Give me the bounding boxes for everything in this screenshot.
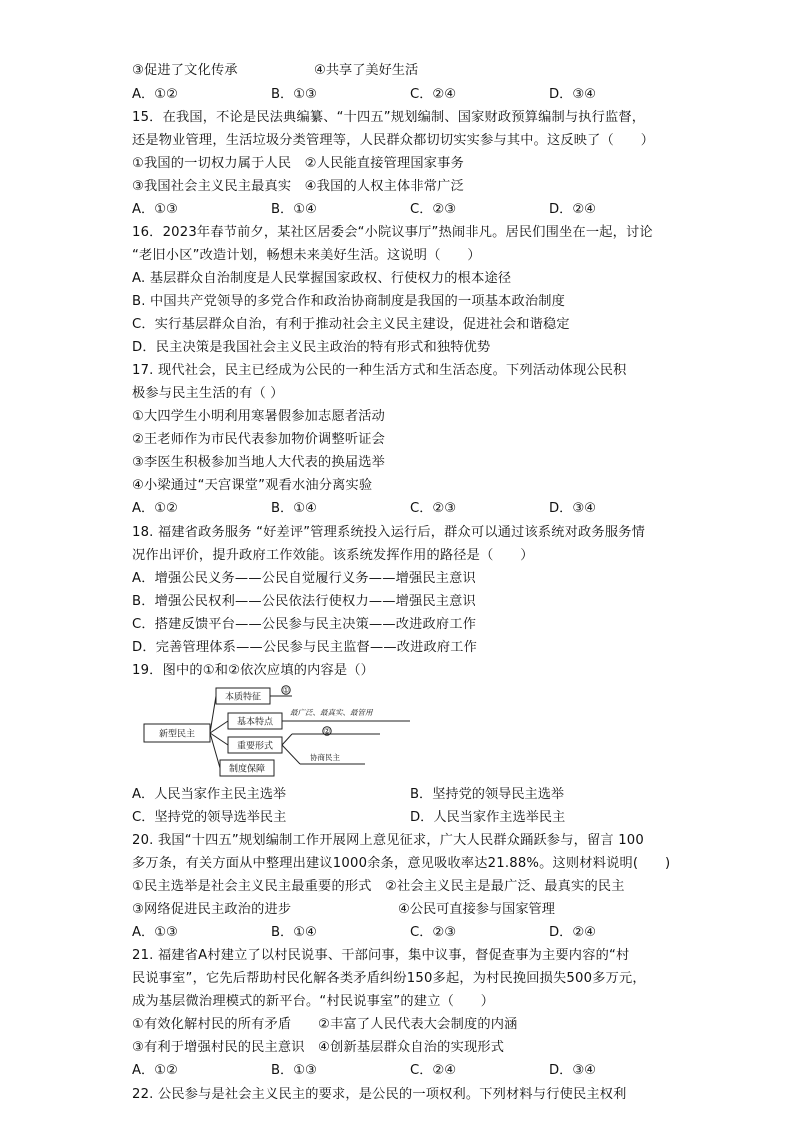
q17-statement-4: ④小梁通过“天宫课堂”观看水油分离实验 (132, 478, 373, 493)
q18-stem-line2: 况作出评价，提升政府工作效能。该系统发挥作用的路径是（ ） (132, 548, 534, 563)
diagram-marker-2: ② (323, 726, 331, 736)
q16-option-a: A. 基层群众自治制度是人民掌握国家政权、行使权力的根本途径 (132, 271, 512, 286)
statement-4: ④共享了美好生活 (314, 63, 419, 78)
statement-3: ③促进了文化传承 (132, 63, 238, 78)
diagram-root-label: 新型民主 (158, 729, 196, 740)
q19-option-b: B．坚持党的领导民主选举 (410, 787, 565, 802)
q17-option-d: D．③④ (549, 501, 596, 516)
q15-statements-12: ①我国的一切权力属于人民 ②人民能直接管理国家事务 (132, 156, 464, 171)
q15-option-b: B．①④ (271, 202, 317, 217)
option-d: D．③④ (549, 87, 596, 102)
q17-statement-3: ③李医生积极参加当地人大代表的换届选举 (132, 455, 385, 470)
q19-option-c: C．坚持党的领导选举民主 (132, 810, 287, 825)
q21-option-b: B．①③ (271, 1063, 317, 1078)
q16-option-b: B. 中国共产党领导的多党合作和政治协商制度是我国的一项基本政治制度 (132, 294, 566, 309)
q20-stem-line2: 多万条，有关方面从中整理出建议1000余条，意见吸收率达21.88%。这则材料说明( ) (132, 856, 671, 871)
option-b: B．①③ (271, 87, 317, 102)
diagram-feature-text: 最广泛、最真实、最管用 (290, 708, 373, 717)
q19-stem: 19．图中的①和②依次应填的内容是（） (132, 663, 375, 678)
q18-option-d: D．完善管理体系——公民参与民主监督——改进政府工作 (132, 640, 478, 655)
q20-statements-12: ①民主选举是社会主义民主最重要的形式 ②社会主义民主是最广泛、最真实的民主 (132, 879, 625, 894)
q16-stem-line2: “老旧小区”改造计划，畅想未来美好生活。这说明（ ） (132, 248, 481, 263)
q19-option-a: A．人民当家作主民主选举 (132, 787, 287, 802)
q18-option-b: B．增强公民权利——公民依法行使权力——增强民主意识 (132, 594, 476, 609)
q18-stem-line1: 18. 福建省政务服务 “好差评”管理系统投入运行后，群众可以通过该系统对政务服务情 (132, 525, 645, 540)
q15-statements-34: ③我国社会主义民主最真实 ④我国的人权主体非常广泛 (132, 179, 464, 194)
q20-option-a: A．①③ (132, 925, 178, 940)
diagram-essence-label: 本质特征 (224, 692, 262, 703)
diagram-form-label: 重要形式 (236, 741, 274, 752)
q15-stem-line2: 还是物业管理，生活垃圾分类管理等，人民群众都切切实实参与其中。这反映了（ ） (132, 133, 655, 148)
q17-statement-2: ②王老师作为市民代表参加物价调整听证会 (132, 432, 385, 447)
q20-option-d: D．②④ (549, 925, 596, 940)
q20-statement-4: ④公民可直接参与国家管理 (398, 902, 555, 917)
option-a: A．①② (132, 87, 178, 102)
q16-option-c: C．实行基层群众自治，有利于推动社会主义民主建设，促进社会和谐稳定 (132, 317, 570, 332)
q21-stem-line1: 21. 福建省A村建立了以村民说事、干部问事，集中议事，督促查事为主要内容的“村 (132, 948, 630, 963)
q15-option-c: C．②③ (410, 202, 457, 217)
q21-statements-12: ①有效化解村民的所有矛盾 ②丰富了人民代表大会制度的内涵 (132, 1017, 518, 1032)
q20-option-b: B．①④ (271, 925, 317, 940)
diagram-marker-1: ① (282, 685, 290, 695)
q19-option-d: D．人民当家作主选举民主 (410, 810, 566, 825)
q15-option-d: D．②④ (549, 202, 596, 217)
q21-stem-line2: 民说事室”，它先后帮助村民化解各类矛盾纠纷150多起，为村民挽回损失500多万元， (132, 971, 646, 986)
q15-option-a: A．①③ (132, 202, 178, 217)
q20-stem-line1: 20. 我国“十四五”规划编制工作开展网上意见征求，广大人民群众踊跃参与，留言 100 (132, 833, 644, 848)
q21-option-a: A．①② (132, 1063, 178, 1078)
q21-statements-34: ③有利于增强村民的民主意识 ④创新基层群众自治的实现形式 (132, 1040, 505, 1055)
option-c: C．②④ (410, 87, 457, 102)
q20-option-c: C．②③ (410, 925, 457, 940)
q18-option-c: C．搭建反馈平台——公民参与民主决策——改进政府工作 (132, 617, 477, 632)
q21-stem-line3: 成为基层微治理模式的新平台。“村民说事室”的建立（ ） (132, 994, 495, 1009)
q17-stem-line1: 17. 现代社会，民主已经成为公民的一种生活方式和生活态度。下列活动体现公民积 (132, 363, 627, 378)
diagram-guarantee-label: 制度保障 (228, 764, 266, 775)
q22-stem-line1: 22. 公民参与是社会主义民主的要求，是公民的一项权利。下列材料与行使民主权利 (132, 1087, 627, 1102)
diagram-consult-text: 协商民主 (310, 753, 340, 762)
q18-option-a: A．增强公民义务——公民自觉履行义务——增强民主意识 (132, 571, 476, 586)
q17-option-c: C．②③ (410, 501, 457, 516)
q17-option-a: A．①② (132, 501, 178, 516)
q17-statement-1: ①大四学生小明利用寒暑假参加志愿者活动 (132, 409, 385, 424)
q17-stem-line2: 极参与民主生活的有（ ） (132, 386, 284, 401)
q17-option-b: B．①④ (271, 501, 317, 516)
q16-stem-line1: 16．2023年春节前夕，某社区居委会“小院议事厅”热闹非凡。居民们围坐在一起，讨论 (132, 225, 653, 240)
q16-option-d: D．民主决策是我国社会主义民主政治的特有形式和独特优势 (132, 340, 491, 355)
q15-stem-line1: 15．在我国，不论是民法典编纂、“十四五”规划编制、国家财政预算编制与执行监督， (132, 110, 646, 125)
q20-statement-3: ③网络促进民主政治的进步 (132, 902, 292, 917)
diagram-features-label: 基本特点 (236, 717, 274, 728)
q21-option-c: C．②④ (410, 1063, 457, 1078)
q21-option-d: D．③④ (549, 1063, 596, 1078)
democracy-diagram (140, 684, 420, 780)
